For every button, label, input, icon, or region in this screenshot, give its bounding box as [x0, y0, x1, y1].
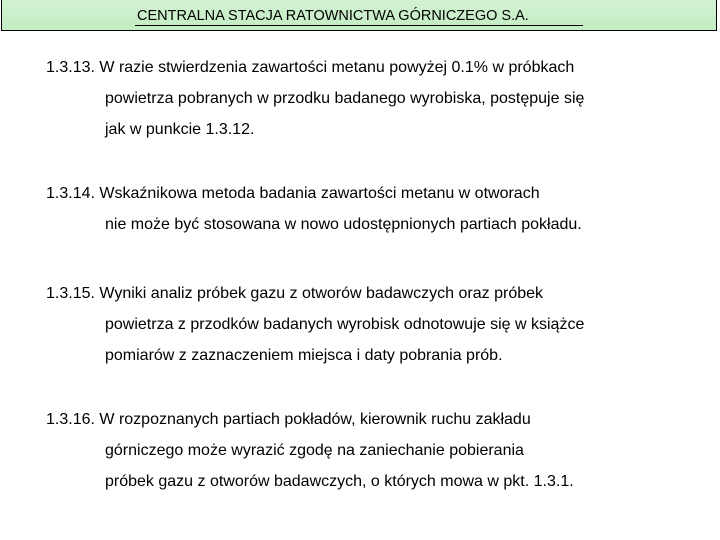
- paragraph-text: W rozpoznanych partiach pokładów, kierownik ruchu zakładu: [99, 411, 531, 428]
- paragraph-text: W razie stwierdzenia zawartości metanu powyżej 0.1% w próbkach: [99, 59, 575, 76]
- header-bar: [1, 0, 717, 31]
- paragraph-line: próbek gazu z otworów badawczych, o których mowa w pkt. 1.3.1.: [105, 473, 574, 490]
- paragraph-line: górniczego może wyrazić zgodę na zaniechanie pobierania: [105, 442, 524, 459]
- paragraph-number: 1.3.14.: [46, 185, 95, 202]
- paragraph-line: nie może być stosowana w nowo udostępnionych partiach pokładu.: [105, 216, 582, 233]
- paragraph-1-3-16: [46, 404, 706, 497]
- paragraph-1-3-13: [46, 52, 706, 145]
- paragraph-1-3-15: [46, 278, 706, 371]
- paragraph-line: jak w punkcie 1.3.12.: [105, 121, 255, 138]
- paragraph-line: [46, 404, 706, 435]
- paragraph-text: Wyniki analiz próbek gazu z otworów badawczych oraz próbek: [99, 285, 544, 302]
- title-underline: [135, 25, 583, 26]
- paragraph-number: 1.3.13.: [46, 59, 95, 76]
- page-title: CENTRALNA STACJA RATOWNICTWA GÓRNICZEGO S.A.: [137, 8, 529, 24]
- paragraph-line: [46, 178, 706, 209]
- paragraph-line: pomiarów z zaznaczeniem miejsca i daty pobrania prób.: [105, 347, 503, 364]
- paragraph-number: 1.3.15.: [46, 285, 95, 302]
- paragraph-line: powietrza pobranych w przodku badanego wyrobiska, postępuje się: [105, 90, 585, 107]
- paragraph-line: [46, 278, 706, 309]
- paragraph-line: powietrza z przodków badanych wyrobisk odnotowuje się w książce: [105, 316, 585, 333]
- paragraph-text: Wskaźnikowa metoda badania zawartości metanu w otworach: [99, 185, 540, 202]
- paragraph-number: 1.3.16.: [46, 411, 95, 428]
- paragraph-1-3-14: [46, 178, 706, 240]
- paragraph-line: [46, 52, 706, 83]
